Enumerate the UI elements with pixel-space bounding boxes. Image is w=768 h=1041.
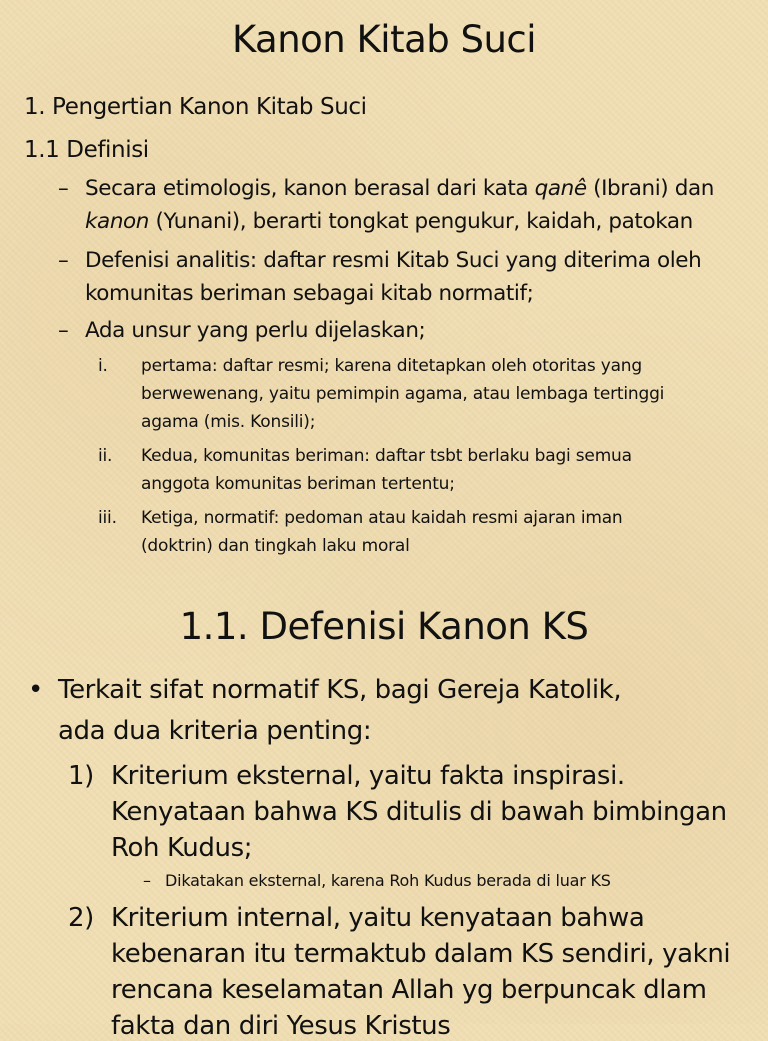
roman-iii-line-2: (doktrin) dan tingkah laku moral xyxy=(141,536,410,556)
etymology-text-2: (Ibrani) dan xyxy=(586,176,714,201)
roman-iii-line-1: Ketiga, normatif: pedoman atau kaidah resmi ajaran iman xyxy=(141,508,623,528)
item-1-line-2: Kenyataan bahwa KS ditulis di bawah bimbingan xyxy=(111,797,727,827)
bullet-icon: • xyxy=(28,675,43,705)
term-kanon: kanon xyxy=(85,209,150,234)
item-marker: 2) xyxy=(68,903,94,933)
item-1-sub: Dikatakan eksternal, karena Roh Kudus berada di luar KS xyxy=(165,871,611,890)
term-qane: qanê xyxy=(534,176,587,201)
slide-title: 1.1. Defenisi Kanon KS xyxy=(179,605,589,648)
roman-i-line-2: berwewenang, yaitu pemimpin agama, atau lembaga tertinggi xyxy=(141,384,665,404)
etymology-line-1 xyxy=(85,176,714,201)
roman-marker: iii. xyxy=(98,508,117,528)
item-2-line-4: fakta dan diri Yesus Kristus xyxy=(111,1011,451,1041)
etymology-text-3: (Yunani), berarti tongkat pengukur, kaidah, patokan xyxy=(149,209,693,234)
elements-line: Ada unsur yang perlu dijelaskan; xyxy=(85,318,426,343)
bullet-line-1: Terkait sifat normatif KS, bagi Gereja Katolik, xyxy=(58,675,622,705)
roman-marker: i. xyxy=(98,356,108,376)
roman-ii-line-2: anggota komunitas beriman tertentu; xyxy=(141,474,455,494)
roman-i-line-3: agama (mis. Konsili); xyxy=(141,412,316,432)
item-2-line-2: kebenaran itu termaktub dalam KS sendiri, yakni xyxy=(111,939,731,969)
item-2-line-1: Kriterium internal, yaitu kenyataan bahwa xyxy=(111,903,645,933)
item-1-line-3: Roh Kudus; xyxy=(111,833,253,863)
dash-marker xyxy=(58,176,68,201)
dash-marker xyxy=(58,318,68,343)
analytic-line-1: Defenisi analitis: daftar resmi Kitab Suci yang diterima oleh xyxy=(85,248,702,273)
heading-definisi: 1.1 Definisi xyxy=(24,137,149,163)
bullet-line-2: ada dua kriteria penting: xyxy=(58,716,372,746)
dash-marker xyxy=(143,871,151,890)
roman-marker: ii. xyxy=(98,446,113,466)
slide-title: Kanon Kitab Suci xyxy=(231,18,537,61)
item-2-line-3: rencana keselamatan Allah yg berpuncak dlam xyxy=(111,975,707,1005)
analytic-line-2: komunitas beriman sebagai kitab normatif; xyxy=(85,281,534,306)
roman-ii-line-1: Kedua, komunitas beriman: daftar tsbt berlaku bagi semua xyxy=(141,446,632,466)
item-marker: 1) xyxy=(68,761,94,791)
etymology-text-1: Secara etimologis, kanon berasal dari kata xyxy=(85,176,535,201)
etymology-line-2 xyxy=(85,209,693,234)
roman-i-line-1: pertama: daftar resmi; karena ditetapkan oleh otoritas yang xyxy=(141,356,642,376)
slide-defenisi-kanon-ks xyxy=(0,575,768,1041)
heading-pengertian: 1. Pengertian Kanon Kitab Suci xyxy=(24,94,367,120)
dash-marker xyxy=(58,248,68,273)
item-1-line-1: Kriterium eksternal, yaitu fakta inspirasi. xyxy=(111,761,625,791)
